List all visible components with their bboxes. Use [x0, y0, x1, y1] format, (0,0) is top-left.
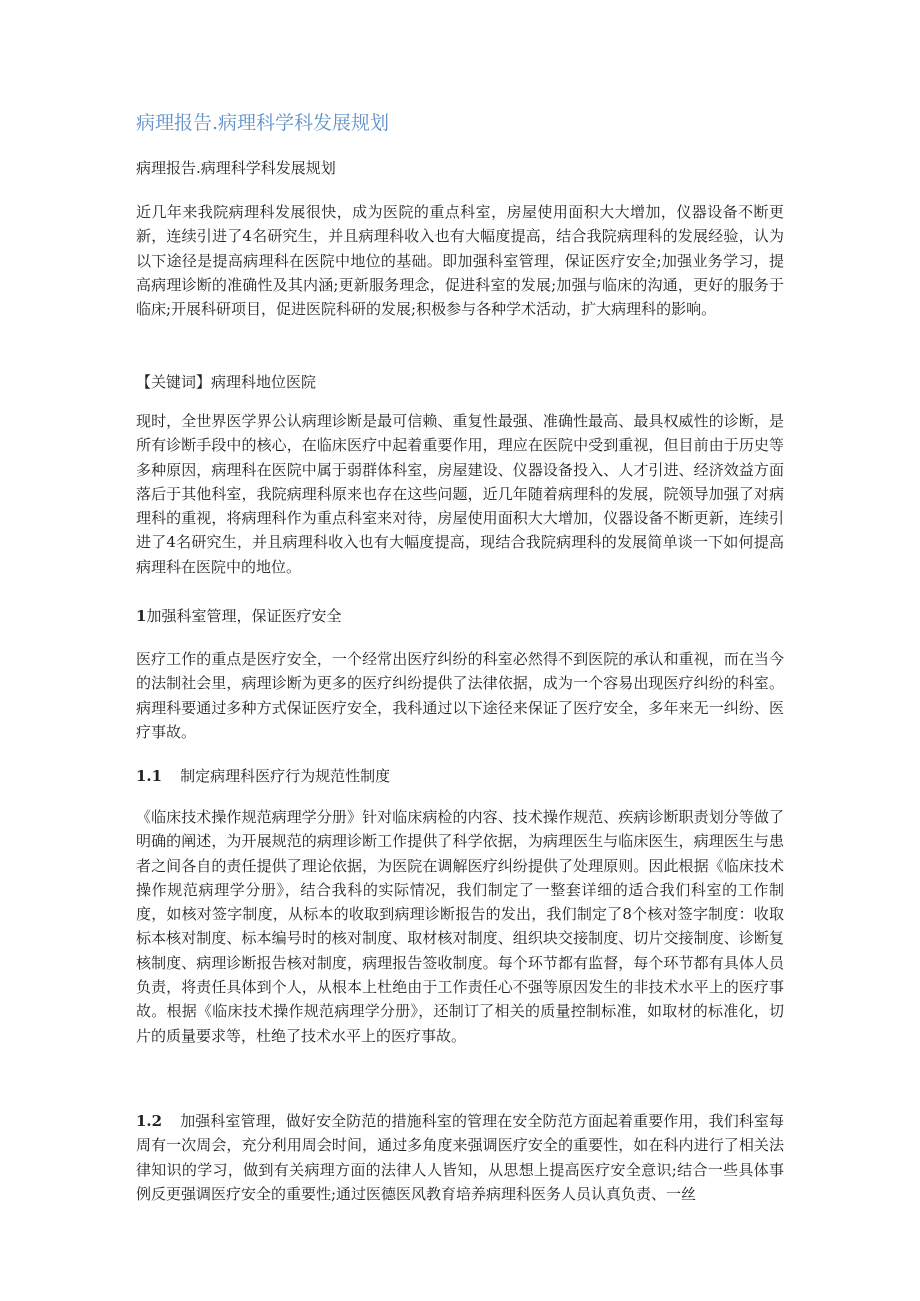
section-1-number: 1: [136, 607, 147, 625]
section-1-1-number: 1.1: [136, 767, 163, 785]
section-1-2-number: 1.2: [136, 1112, 163, 1130]
section-1-paragraph: 医疗工作的重点是医疗安全，一个经常出医疗纠纷的科室必然得不到医院的承认和重视，而在当今的法制社会里，病理诊断为更多的医疗纠纷提供了法律依据，成为一个容易出现医疗纠纷的科室。病理科要通过多种方式保证医疗安全，我科通过以下途径来保证了医疗安全，多年来无一纠纷、医疗事故。: [136, 650, 784, 741]
section-1-title: 加强科室管理，保证医疗安全: [146, 607, 342, 625]
document-subtitle: 病理报告.病理科学科发展规划: [136, 159, 336, 177]
section-1-heading: [136, 604, 341, 628]
section-1-1-title: 制定病理科医疗行为规范性制度: [180, 767, 391, 785]
section-1-2-paragraph: [136, 1109, 784, 1206]
intro-paragraph: 现时，全世界医学界公认病理诊断是最可信赖、重复性最强、准确性最高、最具权威性的诊断，是所有诊断手段中的核心，在临床医疗中起着重要作用，理应在医院中受到重视，但目前由于历史等多种原因，病理科在医院中属于弱群体科室，房屋建设、仪器设备投入、人才引进、经济效益方面落后于其他科室，我院病理科原来也存在这些问题，近几年随着病理科的发展，院领导加强了对病理科的重视，将病理科作为重点科室来对待，房屋使用面积大大增加，仪器设备不断更新，连续引进了4名研究生，并且病理科收入也有大幅度提高，现结合我院病理科的发展简单谈一下如何提高病理科在医院中的地位。: [136, 412, 784, 576]
document-title: 病理报告.病理科学科发展规划: [136, 112, 390, 134]
section-1-1-paragraph: 《临床技术操作规范病理学分册》针对临床病检的内容、技术操作规范、疾病诊断职责划分等做了明确的阐述，为开展规范的病理诊断工作提供了科学依据，为病理医生与临床医生，病理医生与患者之间各自的责任提供了理论依据，为医院在调解医疗纠纷提供了处理原则。因此根据《临床技术操作规范病理学分册》，结合我科的实际情况，我们制定了一整套详细的适合我们科室的工作制度，如核对签字制度，从标本的收取到病理诊断报告的发出，我们制定了8个核对签字制度：收取标本核对制度、标本编号时的核对制度、取材核对制度、组织块交接制度、切片交接制度、诊断复核制度、病理诊断报告核对制度，病理报告签收制度。每个环节都有监督，每个环节都有具体人员负责，将责任具体到个人，从根本上杜绝由于工作责任心不强等原因发生的非技术水平上的医疗事故。根据《临床技术操作规范病理学分册》，还制订了相关的质量控制标准，如取材的标准化，切片的质量要求等，杜绝了技术水平上的医疗事故。: [136, 808, 784, 1045]
section-1-2-text: 加强科室管理，做好安全防范的措施科室的管理在安全防范方面起着重要作用，我们科室每周有一次周会，充分利用周会时间，通过多角度来强调医疗安全的重要性，如在科内进行了相关法律知识的学习，做到有关病理方面的法律人人皆知，从思想上提高医疗安全意识;结合一些具体事例反更强调医疗安全的重要性;通过医德医风教育培养病理科医务人员认真负责、一丝: [136, 1112, 784, 1203]
abstract-paragraph: 近几年来我院病理科发展很快，成为医院的重点科室，房屋使用面积大大增加，仪器设备不断更新，连续引进了4名研究生，并且病理科收入也有大幅度提高，结合我院病理科的发展经验，认为以下途径是提高病理科在医院中地位的基础。即加强科室管理，保证医疗安全;加强业务学习，提高病理诊断的准确性及其内涵;更新服务理念，促进科室的发展;加强与临床的沟通，更好的服务于临床;开展科研项目，促进医院科研的发展;积极参与各种学术活动，扩大病理科的影响。: [136, 203, 784, 319]
section-1-1-heading: [136, 764, 390, 788]
keywords-line: 【关键词】病理科地位医院: [136, 373, 317, 391]
